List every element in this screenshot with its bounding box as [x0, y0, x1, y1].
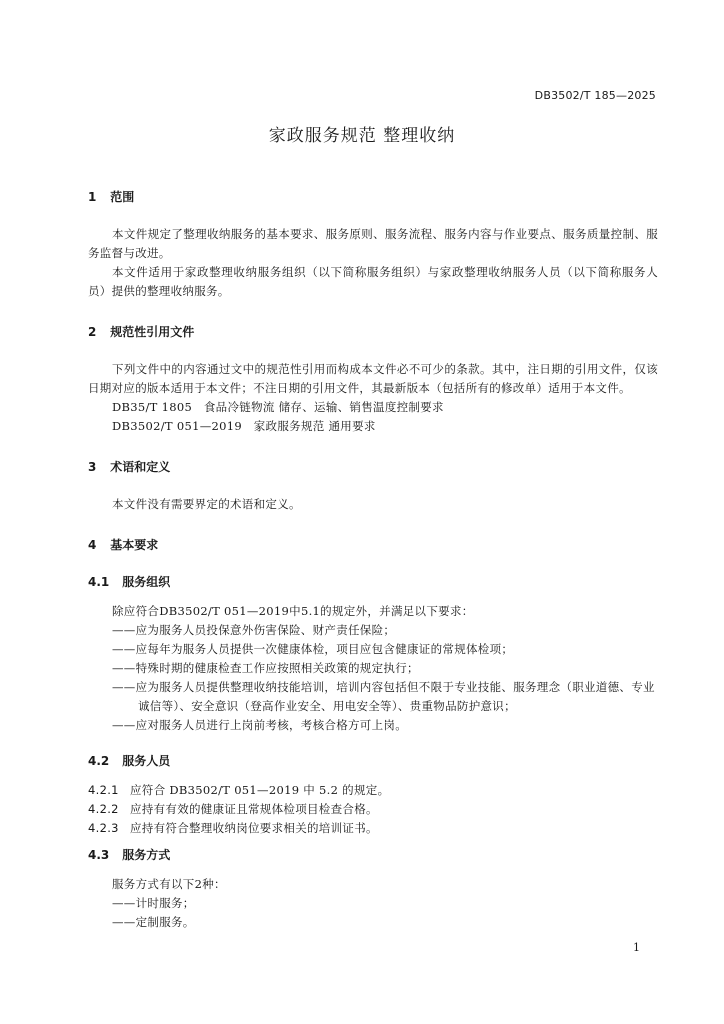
clause-item — [88, 819, 658, 838]
document-body — [88, 188, 658, 932]
clause-number: 4.2.2 — [88, 802, 119, 816]
reference-item: DB35/T 1805 食品冷链物流 储存、运输、销售温度控制要求 — [112, 400, 444, 414]
subsection-4-1-heading — [88, 573, 658, 592]
clause-text: 应持有有效的健康证且常规体检项目检查合格。 — [130, 802, 378, 816]
list-item: ——应为服务人员提供整理收纳技能培训，培训内容包括但不限于专业技能、服务理念（职业道德、专业诚信等）、安全意识（登高作业安全、用电安全等）、贵重物品防护意识； — [112, 680, 655, 713]
subsection-4-3-heading — [88, 846, 658, 865]
section-number: 2 — [88, 325, 97, 339]
page-number: 1 — [633, 941, 640, 954]
section-3-heading — [88, 458, 658, 477]
section-title: 范围 — [110, 190, 135, 204]
clause-number: 4.2.1 — [88, 783, 119, 797]
subsection-4-2-heading — [88, 752, 658, 771]
terms-paragraph: 本文件没有需要界定的术语和定义。 — [112, 497, 301, 511]
subsection-title: 服务方式 — [122, 848, 171, 862]
document-title: 家政服务规范 整理收纳 — [268, 126, 456, 146]
requirements-intro: 除应符合DB3502/T 051—2019中5.1的规定外，并满足以下要求： — [112, 604, 474, 618]
clause-number: 4.2.3 — [88, 821, 119, 835]
subsection-number: 4.2 — [88, 754, 110, 768]
section-number: 3 — [88, 460, 97, 474]
clause-text: 应持有符合整理收纳岗位要求相关的培训证书。 — [130, 821, 378, 835]
section-1-heading — [88, 188, 658, 207]
section-2-heading — [88, 323, 658, 342]
subsection-title: 服务组织 — [122, 575, 171, 589]
reference-item: DB3502/T 051—2019 家政服务规范 通用要求 — [112, 419, 376, 433]
section-title: 基本要求 — [110, 538, 159, 552]
list-item: ——特殊时期的健康检查工作应按照相关政策的规定执行； — [112, 661, 419, 675]
list-item: ——计时服务； — [112, 896, 195, 910]
list-item: ——应每年为服务人员提供一次健康体检，项目应包含健康证的常规体检项； — [112, 642, 514, 656]
section-title: 规范性引用文件 — [110, 325, 195, 339]
list-item: ——应为服务人员投保意外伤害保险、财产责任保险； — [112, 623, 396, 637]
service-mode-intro: 服务方式有以下2种： — [112, 877, 226, 891]
section-4-heading — [88, 536, 658, 555]
clause-item — [88, 800, 658, 819]
scope-paragraph-2: 本文件适用于家政整理收纳服务组织（以下简称服务组织）与家政整理收纳服务人员（以下简称服务人员）提供的整理收纳服务。 — [88, 265, 658, 298]
clause-item — [88, 781, 658, 800]
clause-text: 应符合 DB3502/T 051—2019 中 5.2 的规定。 — [130, 783, 390, 797]
references-paragraph: 下列文件中的内容通过文中的规范性引用而构成本文件必不可少的条款。其中，注日期的引用文件，仅该日期对应的版本适用于本文件；不注日期的引用文件，其最新版本（包括所有的修改单）适用于本文件。 — [88, 362, 658, 395]
section-title: 术语和定义 — [110, 460, 171, 474]
scope-paragraph-1: 本文件规定了整理收纳服务的基本要求、服务原则、服务流程、服务内容与作业要点、服务质量控制、服务监督与改进。 — [88, 227, 658, 260]
standard-number: DB3502/T 185—2025 — [534, 89, 656, 102]
list-item: ——定制服务。 — [112, 915, 195, 929]
list-item: ——应对服务人员进行上岗前考核，考核合格方可上岗。 — [112, 718, 407, 732]
section-number: 4 — [88, 538, 97, 552]
subsection-title: 服务人员 — [122, 754, 171, 768]
subsection-number: 4.1 — [88, 575, 110, 589]
subsection-number: 4.3 — [88, 848, 110, 862]
section-number: 1 — [88, 190, 97, 204]
